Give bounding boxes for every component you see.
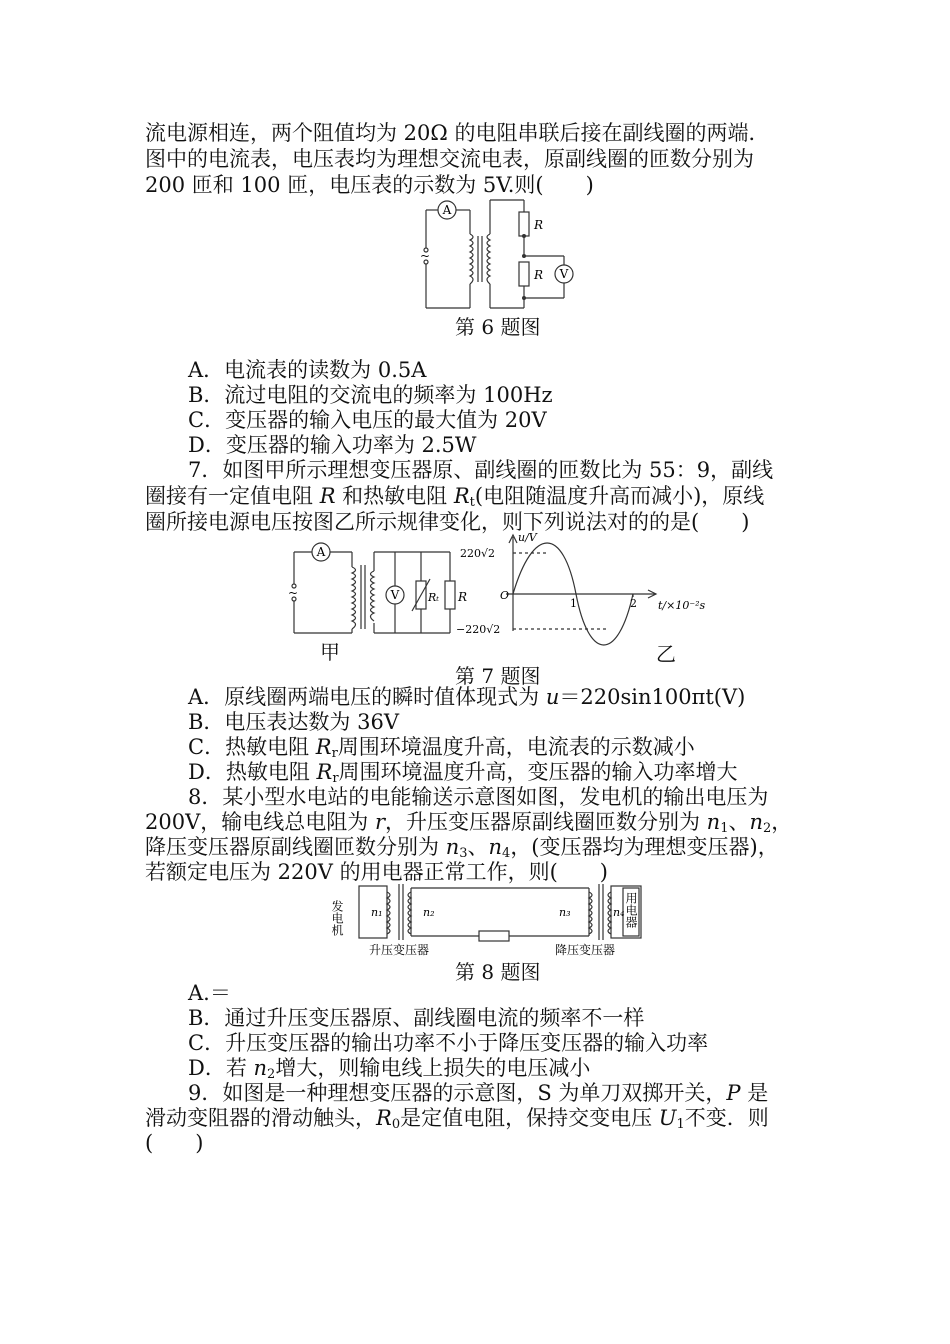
- q6-ac-source-symbol: ~: [420, 249, 431, 263]
- q8-step-down-label: 降压变压器: [555, 943, 616, 957]
- q8-load-label: 用电器: [624, 892, 638, 928]
- q7-graph-y-max: 220√2: [460, 547, 496, 560]
- q7-circuit-figure: [290, 539, 470, 649]
- q7-thermistor-label: Rₜ: [428, 591, 439, 604]
- q9-stem-line-2: 滑动变阻器的滑动触头，$R_0$是定值电阻，保持交变电压 $U_1$不变．则: [145, 1106, 769, 1132]
- q7-option-a: A．原线圈两端电压的瞬时值体现式为 u＝220sin100πt(V): [188, 685, 746, 709]
- q6-intro-line-2: 图中的电流表，电压表均为理想交流电表，原副线圈的匝数分别为: [145, 147, 754, 171]
- q7-ac-source-symbol: ~: [288, 586, 299, 600]
- q7-option-d: D．热敏电阻 $R_r$周围环境温度升高，变压器的输入功率增大: [188, 760, 738, 786]
- q9-stem-line-3: ( ): [145, 1131, 204, 1155]
- q7-stem-line-1: 7．如图甲所示理想变压器原、副线圈的匝数比为 55：9，副线: [188, 458, 774, 482]
- q6-option-c: C．变压器的输入电压的最大值为 20V: [188, 408, 547, 432]
- q7-fig-label-jia: 甲: [320, 640, 340, 664]
- q6-resistor-label-2: R: [534, 268, 544, 282]
- q7-graph-y-min: −220√2: [456, 623, 501, 636]
- q7-graph-x-axis-label: t/×10⁻²s: [658, 599, 706, 612]
- q7-graph-x-tick-2: 2: [630, 597, 637, 610]
- q8-option-a: A.＝: [188, 981, 231, 1005]
- q7-figure-caption: 第 7 题图: [455, 664, 541, 688]
- q8-stem-line-3: 降压变压器原副线圈匝数分别为 $n_3$、$n_4$，(变压器均为理想变压器)，: [145, 835, 779, 861]
- q7-ammeter-label: A: [316, 545, 326, 559]
- q7-option-c: C．热敏电阻 $R_r$周围环境温度升高，电流表的示数减小: [188, 735, 695, 761]
- q8-generator-label: 发电机: [330, 900, 344, 936]
- q7-fig-label-yi: 乙: [656, 642, 676, 666]
- q8-stem-line-4: 若额定电压为 220V 的用电器正常工作，则( ): [145, 860, 608, 884]
- q6-ammeter-label: A: [442, 203, 452, 217]
- q6-option-a: A．电流表的读数为 0.5A: [188, 358, 427, 382]
- q7-graph-y-axis-label: u/V: [518, 531, 537, 544]
- q8-step-up-label: 升压变压器: [369, 943, 430, 957]
- q8-figure-caption: 第 8 题图: [455, 960, 541, 984]
- q8-transmission-figure: [330, 880, 643, 958]
- q8-n2-label: n₂: [423, 906, 435, 919]
- q8-option-d: D．若 $n_2$增大，则输电线上损失的电压减小: [188, 1056, 591, 1082]
- q8-n1-label: n₁: [371, 906, 383, 919]
- q7-graph-origin: O: [500, 589, 510, 602]
- q8-n4-label: n₄: [613, 906, 625, 919]
- q7-graph-x-tick-1: 1: [570, 597, 577, 610]
- q6-resistor-label-1: R: [534, 218, 544, 232]
- q6-figure-caption: 第 6 题图: [455, 315, 541, 339]
- q7-voltage-graph: [458, 531, 718, 641]
- q7-resistor-label: R: [458, 590, 468, 604]
- q8-option-b: B．通过升压变压器原、副线圈电流的频率不一样: [188, 1006, 645, 1030]
- q6-intro-line-1: 流电源相连，两个阻值均为 20Ω 的电阻串联后接在副线圈的两端．: [145, 121, 770, 145]
- q6-voltmeter-label: V: [559, 267, 569, 281]
- q7-stem-line-2: 圈接有一定值电阻 R 和热敏电阻 $R_t$(电阻随温度升高而减小)，原线: [145, 484, 765, 510]
- q6-circuit-figure: [418, 196, 578, 316]
- q7-voltmeter-label: V: [390, 588, 400, 602]
- q8-n3-label: n₃: [559, 906, 571, 919]
- q6-option-d: D．变压器的输入功率为 2.5W: [188, 433, 477, 457]
- q8-option-c: C．升压变压器的输出功率不小于降压变压器的输入功率: [188, 1031, 709, 1055]
- q7-stem-line-3: 圈所接电源电压按图乙所示规律变化，则下列说法对的的是( ): [145, 510, 750, 534]
- q8-stem-line-1: 8．某小型水电站的电能输送示意图如图，发电机的输出电压为: [188, 785, 769, 809]
- q7-option-b: B．电压表达数为 36V: [188, 710, 399, 734]
- q6-option-b: B．流过电阻的交流电的频率为 100Hz: [188, 383, 553, 407]
- q8-stem-line-2: 200V，输电线总电阻为 r，升压变压器原副线圈匝数分别为 $n_1$、$n_2$，: [145, 810, 793, 836]
- q9-stem-line-1: 9．如图是一种理想变压器的示意图，S 为单刀双掷开关，P 是: [188, 1081, 769, 1105]
- q6-intro-line-3: 200 匝和 100 匝，电压表的示数为 5V.则( ): [145, 173, 594, 197]
